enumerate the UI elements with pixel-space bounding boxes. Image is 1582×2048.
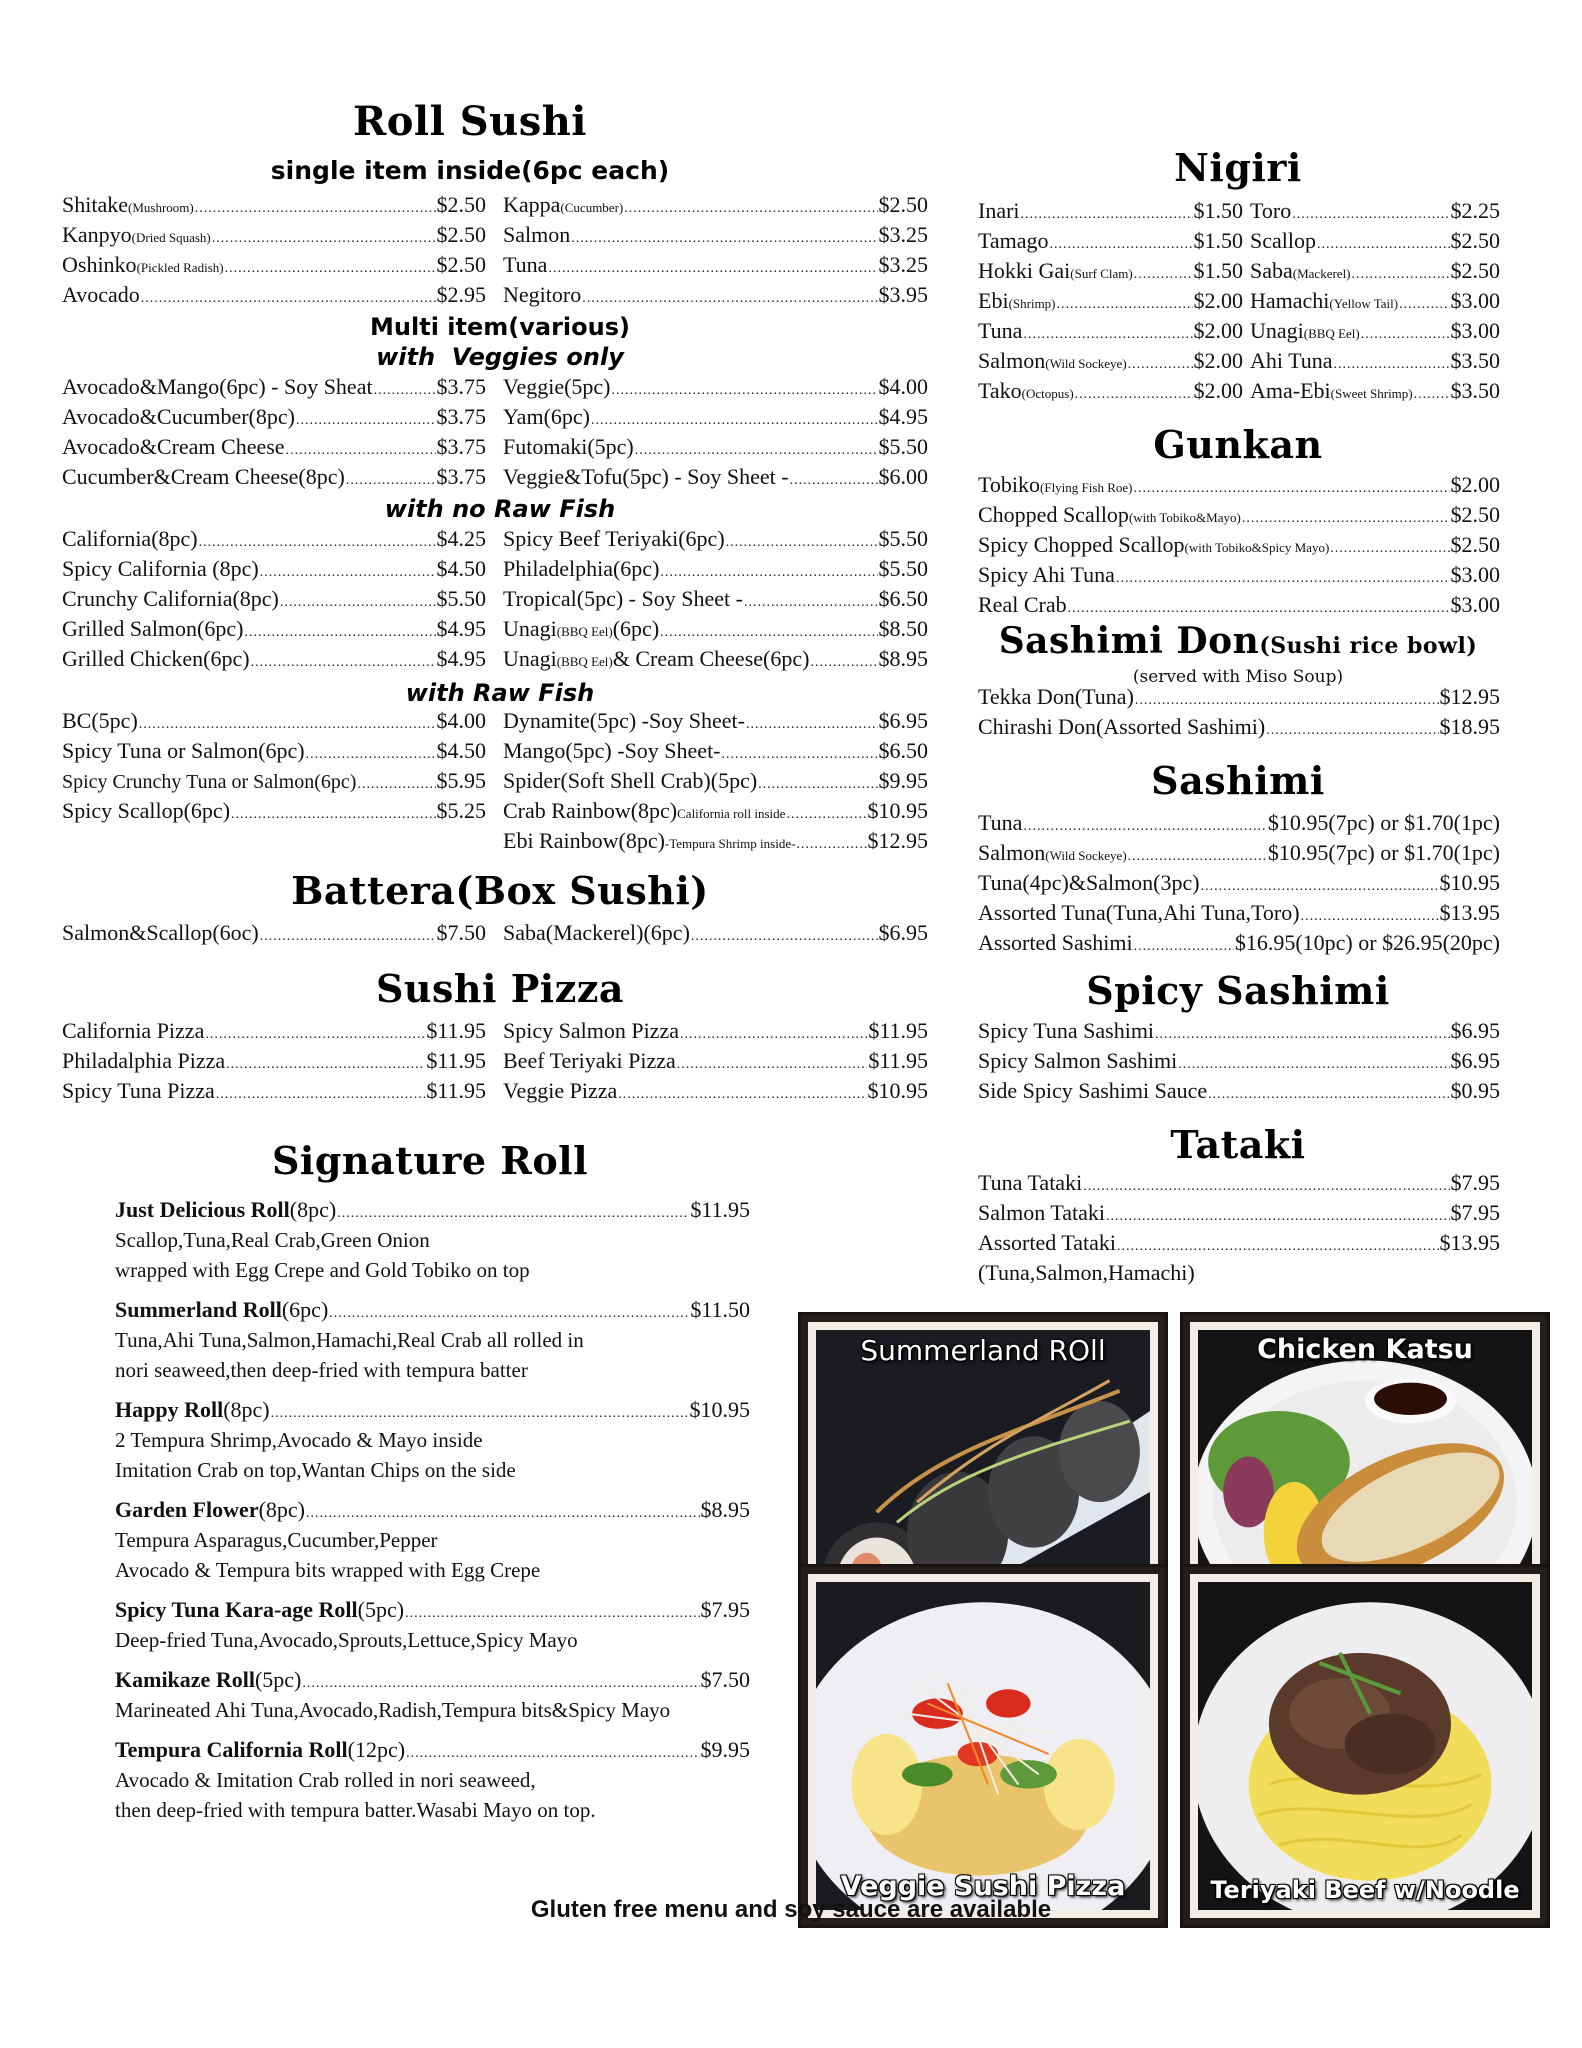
menu-item: Spicy Ahi Tuna ..... $3.00 (978, 560, 1500, 590)
menu-item: Real Crab ..... $3.00 (978, 590, 1500, 620)
no-raw-fish-heading: with no Raw Fish (384, 495, 616, 523)
menu-item: Hokki Gai (Surf Clam) ..... $1.50 (978, 256, 1243, 286)
battera-right (503, 918, 928, 948)
menu-item: Grilled Chicken(6pc) ..... $4.95 (62, 644, 486, 674)
signature-item: Just Delicious Roll (8pc) ..... $11.95 Scallop,Tuna,Real Crab,Green Onion wrapped with Egg Crepe and Gold Tobiko on top (115, 1195, 750, 1285)
raw-right-list (503, 706, 928, 856)
photo-caption: Summerland ROll (860, 1334, 1106, 1367)
menu-item: Philadalphia Pizza ..... $11.95 (62, 1046, 486, 1076)
menu-item: Chopped Scallop (with Tobiko&Mayo) ..... $2.50 (978, 500, 1500, 530)
sashimi-don-title-suffix: (Sushi rice bowl) (1259, 633, 1478, 659)
sashimi-don-title: Sashimi Don(Sushi rice bowl) (998, 620, 1478, 662)
menu-item: Grilled Salmon(6pc) ..... $4.95 (62, 614, 486, 644)
battera-left (62, 918, 486, 948)
menu-item: Veggie&Tofu(5pc) - Soy Sheet - ..... $6.00 (503, 462, 928, 492)
menu-item: Tako (Octopus) ..... $2.00 (978, 376, 1243, 406)
menu-item: Crab Rainbow(8pc) California roll inside ..... $10.95 (503, 796, 928, 826)
menu-item: Tuna ..... $3.25 (503, 250, 928, 280)
signature-item: Garden Flower (8pc) ..... $8.95 Tempura Asparagus,Cucumber,Pepper Avocado & Tempura bits wrapped with Egg Crepe (115, 1495, 750, 1585)
menu-item: Inari ..... $1.50 (978, 196, 1243, 226)
menu-item: Kappa (Cucumber) ..... $2.50 (503, 190, 928, 220)
tataki-note: (Tuna,Salmon,Hamachi) (978, 1260, 1195, 1285)
menu-item: California Pizza ..... $11.95 (62, 1016, 486, 1046)
menu-item: Avocado ..... $2.95 (62, 280, 486, 310)
menu-item: Unagi (BBQ Eel) ..... $3.00 (1250, 316, 1500, 346)
menu-item: Spicy California (8pc) ..... $4.50 (62, 554, 486, 584)
noraw-left-list (62, 524, 486, 674)
menu-item: Spicy Chopped Scallop (with Tobiko&Spicy Mayo) ..... $2.50 (978, 530, 1500, 560)
menu-item: Ama-Ebi (Sweet Shrimp) ..... $3.50 (1250, 376, 1500, 406)
nigiri-title: Nigiri (1174, 145, 1302, 190)
noraw-right-list (503, 524, 928, 674)
menu-item: BC(5pc) ..... $4.00 (62, 706, 486, 736)
menu-item: Chirashi Don(Assorted Sashimi) ..... $18.95 (978, 712, 1500, 742)
menu-item: Spicy Tuna Sashimi ..... $6.95 (978, 1016, 1500, 1046)
menu-item: Spicy Scallop(6pc) ..... $5.25 (62, 796, 486, 826)
menu-item: Ebi (Shrimp) ..... $2.00 (978, 286, 1243, 316)
tataki-title: Tataki (1170, 1122, 1306, 1167)
menu-item: Spicy Tuna Pizza ..... $11.95 (62, 1076, 486, 1106)
menu-item: Shitake (Mushroom) ..... $2.50 (62, 190, 486, 220)
single-left-list (62, 190, 486, 310)
photo-veggie-sushi-pizza (798, 1564, 1168, 1928)
nigiri-left-list (978, 196, 1243, 406)
photo-teriyaki-beef-noodle (1180, 1564, 1550, 1928)
menu-item: Assorted Sashimi ..... $16.95(10pc) or $26.95(20pc) (978, 928, 1500, 958)
menu-item: Side Spicy Sashimi Sauce ..... $0.95 (978, 1076, 1500, 1106)
menu-item: Spider(Soft Shell Crab)(5pc) ..... $9.95 (503, 766, 928, 796)
signature-item: Spicy Tuna Kara-age Roll (5pc) ..... $7.95 Deep-fried Tuna,Avocado,Sprouts,Lettuce,Spicy Mayo (115, 1595, 750, 1655)
menu-item: Oshinko (Pickled Radish) ..... $2.50 (62, 250, 486, 280)
veggies-heading: with Veggies only (376, 343, 624, 371)
signature-roll-title: Signature Roll (271, 1138, 589, 1183)
menu-item: Veggie Pizza ..... $10.95 (503, 1076, 928, 1106)
sushi-pizza-title: Sushi Pizza (375, 966, 625, 1011)
menu-item: Cucumber&Cream Cheese(8pc) ..... $3.75 (62, 462, 486, 492)
spicy-sashimi-title: Spicy Sashimi (1086, 968, 1390, 1013)
menu-item: Ahi Tuna ..... $3.50 (1250, 346, 1500, 376)
signature-list (115, 1195, 750, 1835)
raw-left-list (62, 706, 486, 826)
tataki-list (978, 1168, 1500, 1288)
menu-item: Scallop ..... $2.50 (1250, 226, 1500, 256)
menu-item: Assorted Tataki ..... $13.95 (978, 1228, 1500, 1258)
gunkan-title: Gunkan (1153, 422, 1323, 467)
menu-item: Salmon Tataki ..... $7.95 (978, 1198, 1500, 1228)
veggies-right-list (503, 372, 928, 492)
sashimi-title: Sashimi (1151, 758, 1325, 803)
menu-item: California(8pc) ..... $4.25 (62, 524, 486, 554)
footer-note: Gluten free menu and soy sauce are available (530, 1896, 1052, 1923)
menu-item: Avocado&Cucumber(8pc) ..... $3.75 (62, 402, 486, 432)
menu-item: Tuna ..... $2.00 (978, 316, 1243, 346)
veggies-left-list (62, 372, 486, 492)
menu-item: Spicy Tuna or Salmon(6pc) ..... $4.50 (62, 736, 486, 766)
signature-item: Kamikaze Roll (5pc) ..... $7.50 Marineated Ahi Tuna,Avocado,Radish,Tempura bits&Spicy Mayo (115, 1665, 750, 1725)
menu-item: Salmon ..... $3.25 (503, 220, 928, 250)
menu-item: Unagi (BBQ Eel) (6pc) ..... $8.50 (503, 614, 928, 644)
teriyaki-beef-noodle-image (1198, 1582, 1532, 1910)
menu-item: Kanpyo (Dried Squash) ..... $2.50 (62, 220, 486, 250)
photo-caption: Teriyaki Beef w/Noodle (1210, 1876, 1520, 1904)
signature-item: Summerland Roll (6pc) ..... $11.50 Tuna,Ahi Tuna,Salmon,Hamachi,Real Crab all rolled in nori seaweed,then deep-fried with tempura batter (115, 1295, 750, 1385)
menu-item: Yam(6pc) ..... $4.95 (503, 402, 928, 432)
menu-item: Saba (Mackerel) ..... $2.50 (1250, 256, 1500, 286)
menu-item: Tuna Tataki ..... $7.95 (978, 1168, 1500, 1198)
menu-item: Negitoro ..... $3.95 (503, 280, 928, 310)
pizza-left-list (62, 1016, 486, 1106)
menu-item: Unagi (BBQ Eel) & Cream Cheese(6pc) ..... $8.95 (503, 644, 928, 674)
signature-item: Tempura California Roll (12pc) ..... $9.95 Avocado & Imitation Crab rolled in nori seaweed, then deep-fried with tempura batter.Wasabi Mayo on top. (115, 1735, 750, 1825)
menu-item: Ebi Rainbow(8pc) -Tempura Shrimp inside- ..... $12.95 (503, 826, 928, 856)
veggie-sushi-pizza-image (816, 1582, 1150, 1910)
menu-item: Toro ..... $2.25 (1250, 196, 1500, 226)
menu-item: Spicy Crunchy Tuna or Salmon(6pc) ..... $5.95 (62, 766, 486, 796)
sashimi-don-subtitle: (served with Miso Soup) (1132, 667, 1344, 687)
menu-item: Beef Teriyaki Pizza ..... $11.95 (503, 1046, 928, 1076)
menu-item: Tamago ..... $1.50 (978, 226, 1243, 256)
gunkan-list (978, 470, 1500, 620)
photo-caption: Veggie Sushi Pizza (840, 1871, 1126, 1902)
menu-item: Tekka Don(Tuna) ..... $12.95 (978, 682, 1500, 712)
menu-item: Tuna(4pc)&Salmon(3pc) ..... $10.95 (978, 868, 1500, 898)
roll-sushi-title: Roll Sushi (352, 98, 587, 145)
menu-item: Futomaki(5pc) ..... $5.50 (503, 432, 928, 462)
nigiri-right-list (1250, 196, 1500, 406)
menu-item: Salmon (Wild Sockeye) ..... $2.00 (978, 346, 1243, 376)
menu-item: Spicy Beef Teriyaki(6pc) ..... $5.50 (503, 524, 928, 554)
single-right-list (503, 190, 928, 310)
menu-item: Dynamite(5pc) -Soy Sheet- ..... $6.95 (503, 706, 928, 736)
pizza-right-list (503, 1016, 928, 1106)
menu-item: Tuna ..... $10.95(7pc) or $1.70(1pc) (978, 808, 1500, 838)
menu-item: Philadelphia(6pc) ..... $5.50 (503, 554, 928, 584)
menu-item: Tobiko (Flying Fish Roe) ..... $2.00 (978, 470, 1500, 500)
menu-item: Salmon&Scallop(6oc) ..... $7.50 (62, 918, 486, 948)
sashimi-list (978, 808, 1500, 958)
single-item-heading: single item inside(6pc each) (270, 156, 670, 185)
sashimi-don-list (978, 682, 1500, 742)
menu-item: Assorted Tuna(Tuna,Ahi Tuna,Toro) ..... $13.95 (978, 898, 1500, 928)
menu-item: Hamachi (Yellow Tail) ..... $3.00 (1250, 286, 1500, 316)
menu-item: Veggie(5pc) ..... $4.00 (503, 372, 928, 402)
menu-item: Spicy Salmon Sashimi ..... $6.95 (978, 1046, 1500, 1076)
menu-item: Tropical(5pc) - Soy Sheet - ..... $6.50 (503, 584, 928, 614)
raw-fish-heading: with Raw Fish (405, 679, 595, 707)
menu-item: Saba(Mackerel)(6pc) ..... $6.95 (503, 918, 928, 948)
menu-item: Spicy Salmon Pizza ..... $11.95 (503, 1016, 928, 1046)
menu-item: Mango(5pc) -Soy Sheet- ..... $6.50 (503, 736, 928, 766)
menu-item: Crunchy California(8pc) ..... $5.50 (62, 584, 486, 614)
menu-item: Avocado&Cream Cheese ..... $3.75 (62, 432, 486, 462)
menu-item: Salmon (Wild Sockeye) ..... $10.95(7pc) or $1.70(1pc) (978, 838, 1500, 868)
menu-item: Avocado&Mango(6pc) - Soy Sheat ..... $3.75 (62, 372, 486, 402)
spicy-sashimi-list (978, 1016, 1500, 1106)
multi-item-heading: Multi item(various) (370, 313, 630, 341)
photo-caption: Chicken Katsu (1257, 1334, 1473, 1365)
battera-title: Battera(Box Sushi) (291, 868, 709, 913)
signature-item: Happy Roll (8pc) ..... $10.95 2 Tempura Shrimp,Avocado & Mayo inside Imitation Crab on top,Wantan Chips on the side (115, 1395, 750, 1485)
